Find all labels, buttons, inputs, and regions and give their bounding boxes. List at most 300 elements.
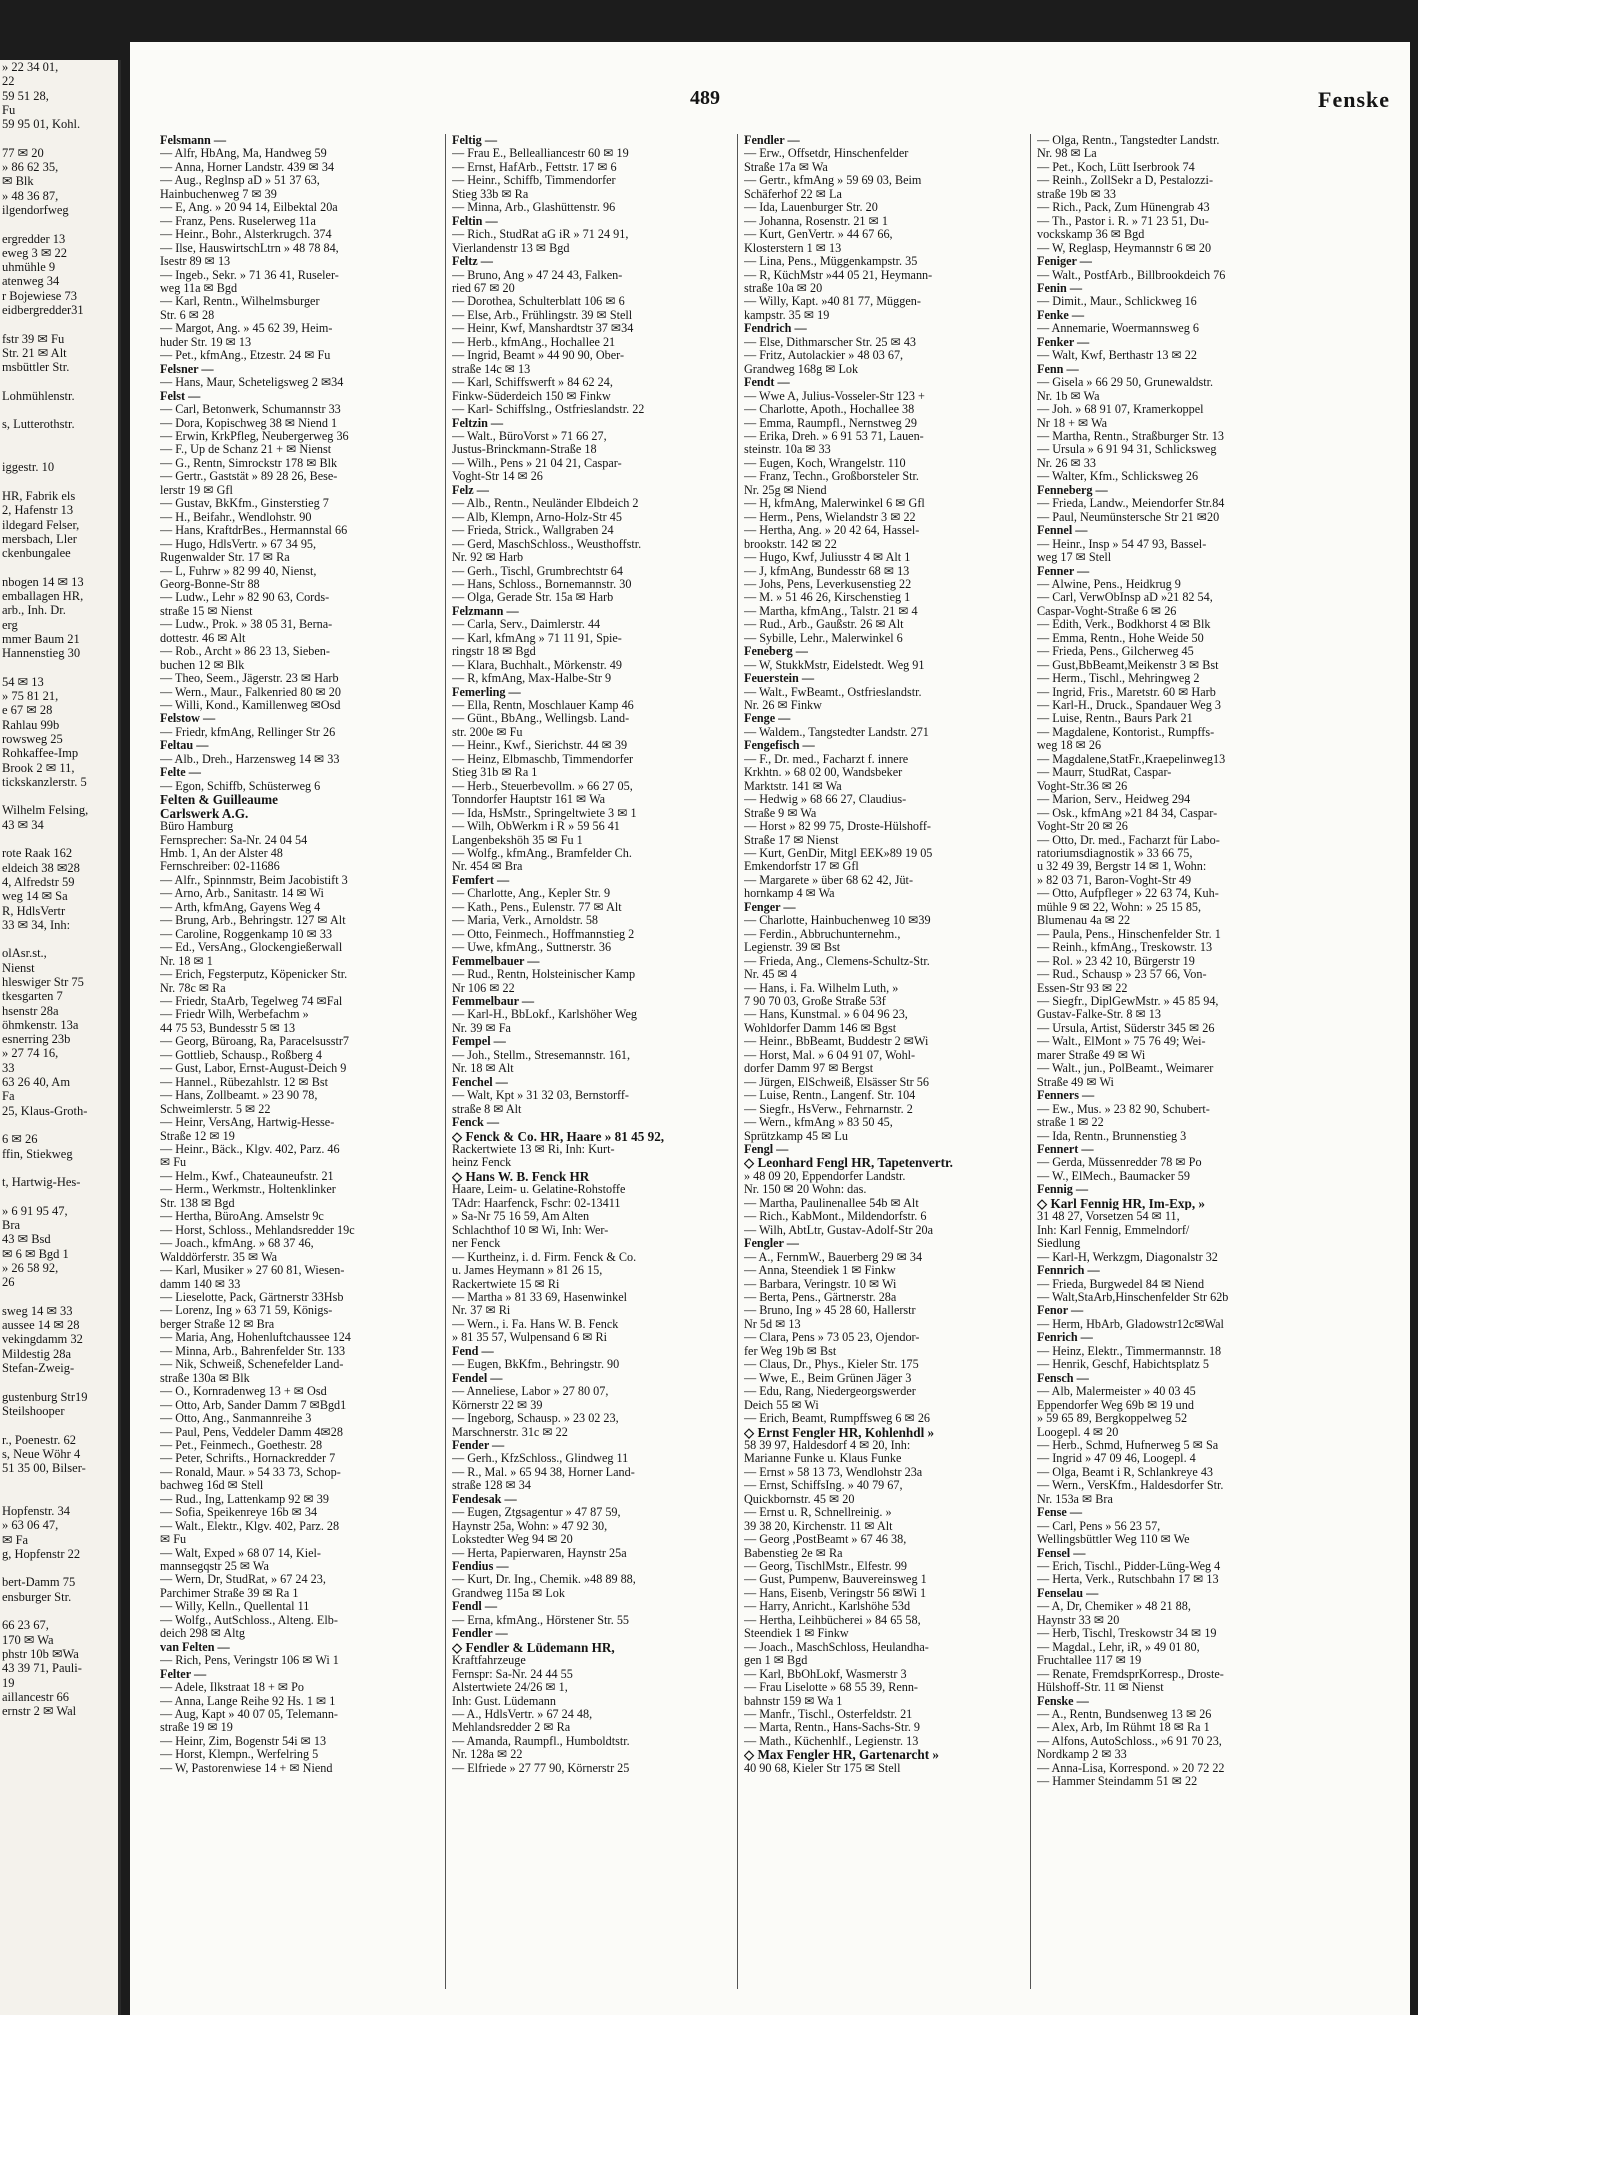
directory-entry-line: — Horst, Schloss., Mehlandsredder 19c	[160, 1223, 355, 1237]
directory-entry-line: — R, kfmAng, Max-Halbe-Str 9	[452, 672, 612, 686]
directory-entry-line: — E, Ang. » 20 94 14, Eilbektal 20a	[160, 201, 338, 215]
directory-entry-line: — Nik, Schweiß, Schenefelder Land-	[160, 1358, 344, 1372]
directory-entry-line: Fennrich —	[1037, 1264, 1100, 1278]
directory-entry-line: — Ida, HsMstr., Springeltwiete 3 ✉ 1	[452, 806, 637, 820]
directory-entry-line: Nr. 454 ✉ Bra	[452, 860, 523, 874]
left-page-line: » 26 58 92,	[2, 1260, 59, 1275]
directory-entry-line: — Paula, Pens., Hinschenfelder Str. 1	[1037, 927, 1221, 941]
directory-entry-line: — Wolfg., AutSchloss., Alteng. Elb-	[160, 1613, 338, 1627]
left-page-line: Fu	[2, 102, 16, 117]
directory-entry-line: — Walt., jun., PolBeamt., Weimarer	[1037, 1062, 1214, 1076]
left-page-line	[0, 131, 118, 145]
directory-entry-line: — Edith, Verk., Bodkhorst 4 ✉ Blk	[1037, 618, 1211, 632]
directory-entry-line: — Gust, Pumpenw, Bauvereinsweg 1	[744, 1573, 927, 1587]
directory-entry-line: Fenker —	[1037, 335, 1090, 349]
directory-entry-line: ✉ Fu	[160, 1533, 187, 1547]
directory-entry-line: Fensch —	[1037, 1371, 1089, 1385]
directory-entry-line: — Magdalene,StatFr.,Kraepelinweg13	[1037, 752, 1226, 766]
directory-entry-line: weg 17 ✉ Stell	[1037, 551, 1112, 565]
directory-entry-line: ner Fenck	[452, 1237, 501, 1251]
directory-entry-line: — Sybille, Lehr., Malerwinkel 6	[744, 631, 903, 645]
directory-entry-line: — Reinh., ZollSekr a D, Pestalozzi-	[1037, 174, 1214, 188]
directory-entry-line: straße 15 ✉ Nienst	[160, 604, 253, 618]
directory-entry-line: — L, Fuhrw » 82 99 40, Nienst,	[160, 564, 317, 578]
directory-entry-line: ◇ Leonhard Fengl HR, Tapetenvertr.	[744, 1156, 953, 1170]
left-page-line: bert-Damm 75	[2, 1575, 76, 1590]
directory-entry-line: — Ew., Mus. » 23 82 90, Schubert-	[1037, 1102, 1210, 1116]
directory-entry-line: — Margarete » über 68 62 42, Jüt-	[744, 873, 914, 887]
directory-entry-line: Haare, Leim- u. Gelatine-Rohstoffe	[452, 1183, 626, 1197]
directory-entry-line: — Magdalene, Kontorist., Rumpffs-	[1037, 725, 1215, 739]
directory-entry-line: — Hugo, Kwf, Juliusstr 4 ✉ Alt 1	[744, 551, 911, 565]
directory-entry-line: Nr. 39 ✉ Fa	[452, 1021, 511, 1035]
directory-entry-line: » 82 03 71, Baron-Voght-Str 49	[1037, 873, 1192, 887]
directory-entry-line: — Else, Dithmarscher Str. 25 ✉ 43	[744, 335, 917, 349]
left-page-line: 33 ✉ 34, Inh:	[2, 917, 71, 932]
directory-entry-line: — Gust,BbBeamt,Meikenstr 3 ✉ Bst	[1037, 658, 1219, 672]
directory-entry-line: — Rud., Schausp » 23 57 66, Von-	[1037, 968, 1207, 982]
left-page-line: weg 14 ✉ Sa	[2, 889, 68, 904]
directory-entry-line: — Hans, Maur, Scheteligsweg 2 ✉34	[160, 376, 344, 390]
directory-entry-line: Nordkamp 2 ✉ 33	[1037, 1748, 1127, 1762]
directory-entry-line: — Herta, Papierwaren, Haynstr 25a	[452, 1546, 627, 1560]
directory-entry-line: Feneberg —	[744, 645, 808, 659]
directory-entry-line: — Ida, Rentn., Brunnenstieg 3	[1037, 1129, 1187, 1143]
directory-entry-line: — Maria, Verk., Arnoldstr. 58	[452, 914, 599, 928]
directory-entry-line: — Ernst, HafArb., Fettstr. 17 ✉ 6	[452, 160, 617, 174]
directory-entry-line: Justus-Brinckmann-Straße 18	[452, 443, 597, 457]
left-page-line: emballagen HR,	[2, 588, 84, 603]
directory-entry-line: Fengl —	[744, 1142, 789, 1156]
directory-entry-line: Fendler —	[452, 1627, 508, 1641]
left-page-line	[0, 1161, 118, 1175]
directory-entry-line: Fender —	[452, 1438, 505, 1452]
directory-entry-line: — Martha » 81 33 69, Hasenwinkel	[452, 1290, 627, 1304]
directory-entry-line: » 81 35 57, Wulpensand 6 ✉ Ri	[452, 1331, 608, 1345]
directory-entry-line: — Erich, Beamt, Rumpffsweg 6 ✉ 26	[744, 1412, 931, 1426]
directory-entry-line: — Ingrid » 47 09 46, Loogepl. 4	[1037, 1452, 1196, 1466]
directory-entry-line: — Bruno, Ang » 47 24 43, Falken-	[452, 268, 623, 282]
directory-entry-line: Fenrich —	[1037, 1331, 1093, 1345]
directory-entry-line: Fruchtallee 117 ✉ 19	[1037, 1654, 1142, 1668]
directory-entry-line: deich 298 ✉ Altg	[160, 1627, 246, 1641]
left-page-line: ✉ Blk	[2, 174, 34, 189]
directory-entry-line: u. James Heymann » 81 26 15,	[452, 1264, 603, 1278]
directory-entry-line: Nr. 98 ✉ La	[1037, 147, 1097, 161]
directory-entry-line: Wohldorfer Damm 146 ✉ Bgst	[744, 1021, 897, 1035]
directory-entry-line: — Carl, VerwObInsp aD »21 82 54,	[1037, 591, 1213, 605]
directory-entry-line: — Jürgen, ElSchweiß, Elsässer Str 56	[744, 1075, 929, 1089]
directory-entry-line: straße 19b ✉ 33	[1037, 187, 1116, 201]
directory-entry-line: — Willy, Kapt. »40 81 77, Müggen-	[744, 295, 921, 309]
directory-entry-line: — Martha, Paulinenallee 54b ✉ Alt	[744, 1196, 919, 1210]
column-divider	[737, 134, 738, 1989]
directory-entry-line: — Carla, Serv., Daimlerstr. 44	[452, 618, 601, 632]
directory-entry-line: — Hannel., Rübezahlstr. 12 ✉ Bst	[160, 1075, 328, 1089]
directory-entry-line: — Karl, kfmAng » 71 11 91, Spie-	[452, 631, 622, 645]
directory-entry-line: straße 1 ✉ 22	[1037, 1116, 1104, 1130]
left-page-line	[0, 1189, 118, 1203]
directory-entry-line: — Walter, Kfm., Schlicksweg 26	[1037, 470, 1199, 484]
directory-entry-line: — Heinr., BbBeamt, Buddestr 2 ✉Wi	[744, 1035, 929, 1049]
directory-entry-line: — Barbara, Veringstr. 10 ✉ Wi	[744, 1277, 897, 1291]
directory-entry-line: Felstow —	[160, 712, 216, 726]
left-page-line: olAsr.st.,	[2, 946, 47, 961]
directory-entry-line: — Manfr., Tischl., Osterfeldstr. 21	[744, 1708, 913, 1722]
directory-entry-line: — Karl-H., Druck., Spandauer Weg 3	[1037, 699, 1221, 713]
directory-entry-line: straße 130a ✉ Blk	[160, 1371, 250, 1385]
directory-entry-line: — Joh., Stellm., Stresemannstr. 161,	[452, 1048, 631, 1062]
directory-entry-line: — Helm., Kwf., Chateauneufstr. 21	[160, 1169, 334, 1183]
directory-entry-line: Nr. 25g ✉ Niend	[744, 483, 827, 497]
directory-entry-line: Sprützkamp 45 ✉ Lu	[744, 1129, 848, 1143]
directory-entry-line: — Heinr., Bäck., Klgv. 402, Parz. 46	[160, 1142, 340, 1156]
left-page-line: eweg 3 ✉ 22	[2, 245, 67, 260]
directory-entry-line: Hmb. 1, An der Alster 48	[160, 847, 283, 861]
directory-entry-line: — Sofia, Speikenreye 16b ✉ 34	[160, 1506, 318, 1520]
directory-entry-line: Nr. 18 ✉ 1	[160, 954, 213, 968]
directory-entry-line: — Gust, Labor, Ernst-August-Deich 9	[160, 1062, 347, 1076]
directory-entry-line: Fernsprecher: Sa-Nr. 24 04 54	[160, 833, 308, 847]
directory-entry-line: — Ella, Rentn, Moschlauer Kamp 46	[452, 699, 634, 713]
directory-entry-line: — Charlotte, Apoth., Hochallee 38	[744, 403, 915, 417]
directory-entry-line: Walddörferstr. 35 ✉ Wa	[160, 1250, 278, 1264]
left-page-line: Wilhelm Felsing,	[2, 803, 89, 818]
directory-entry-line: — Theo, Seem., Jägerstr. 23 ✉ Harb	[160, 672, 339, 686]
directory-entry-line: — Walt., FwBeamt., Ostfrieslandstr.	[744, 685, 922, 699]
left-page-line: 25, Klaus-Groth-	[2, 1103, 88, 1118]
directory-entry-line: Parchimer Straße 39 ✉ Ra 1	[160, 1586, 299, 1600]
directory-entry-line: kampstr. 35 ✉ 19	[744, 308, 830, 322]
directory-entry-line: — Pet., Feinmech., Goethestr. 28	[160, 1438, 323, 1452]
directory-entry-line: — Franz, Techn., Großborsteler Str.	[744, 470, 919, 484]
left-page-line: » 63 06 47,	[2, 1518, 59, 1533]
left-page-line: R, HdlsVertr	[2, 903, 66, 918]
directory-entry-line: Fendl —	[452, 1600, 498, 1614]
directory-entry-line: fer Weg 19b ✉ Bst	[744, 1344, 837, 1358]
directory-entry-line: Tonndorfer Hauptstr 161 ✉ Wa	[452, 793, 606, 807]
directory-entry-line: Lokstedter Weg 94 ✉ 20	[452, 1533, 573, 1547]
directory-entry-line: — Heinr., Bohr., Alsterkrugch. 374	[160, 228, 332, 242]
left-page-line: Steilshooper	[2, 1403, 65, 1418]
directory-entry-line: — Hans, KraftdrBes., Hermannstal 66	[160, 524, 348, 538]
directory-entry-line: — Günt., BbAng., Wellingsb. Land-	[452, 712, 630, 726]
directory-entry-line: Rackertwiete 13 ✉ Ri, Inh: Kurt-	[452, 1142, 615, 1156]
directory-entry-line: — Olga, Beamt i R, Schlankreye 43	[1037, 1465, 1214, 1479]
directory-entry-line: straße 19 ✉ 19	[160, 1721, 233, 1735]
directory-entry-line: Femfert —	[452, 873, 510, 887]
directory-entry-line: — Minna, Arb., Bahrenfelder Str. 133	[160, 1344, 346, 1358]
directory-entry-line: — Brung, Arb., Behringstr. 127 ✉ Alt	[160, 914, 346, 928]
directory-entry-line: — Aug., Reglnsp aD » 51 37 63,	[160, 174, 320, 188]
directory-entry-line: 7 90 70 03, Große Straße 53f	[744, 995, 886, 1008]
directory-entry-line: — Rud., Rentn, Holsteinischer Kamp	[452, 968, 636, 982]
directory-entry-line: — Martha, kfmAng., Talstr. 21 ✉ 4	[744, 604, 918, 618]
directory-entry-line: — Claus, Dr., Phys., Kieler Str. 175	[744, 1358, 919, 1372]
directory-entry-line: — Johs, Pens, Leverkusenstieg 22	[744, 577, 912, 591]
directory-entry-line: Fendius —	[452, 1560, 509, 1574]
directory-entry-line: Stieg 33b ✉ Ra	[452, 187, 529, 201]
left-page-line: » 75 81 21,	[2, 689, 59, 704]
directory-entry-line: — Charlotte, Ang., Kepler Str. 9	[452, 887, 611, 901]
column-divider	[445, 134, 446, 1989]
left-page-line: » 86 62 35,	[2, 160, 59, 175]
directory-entry-line: — Else, Arb., Frühlingstr. 39 ✉ Stell	[452, 308, 633, 322]
directory-entry-line: Legienstr. 39 ✉ Bst	[744, 941, 841, 955]
directory-entry-line: — Elfriede » 27 77 90, Körnerstr 25	[452, 1761, 630, 1775]
directory-entry-line: — Ingrid, Beamt » 44 90 90, Ober-	[452, 349, 625, 363]
left-page-line: uhmühle 9	[2, 260, 56, 275]
left-page-line: eidbergredder31	[2, 303, 84, 318]
directory-entry-line: Str. 6 ✉ 28	[160, 308, 215, 322]
directory-entry-line: — Charlotte, Hainbuchenweg 10 ✉39	[744, 914, 931, 928]
left-page-line	[0, 1418, 118, 1432]
directory-entry-line: — Kurtheinz, i. d. Firm. Fenck & Co.	[452, 1250, 637, 1264]
directory-entry-line: — Gustav, BkKfm., Ginsterstieg 7	[160, 497, 329, 511]
left-page-line	[0, 317, 118, 331]
directory-entry-line: Caspar-Voght-Straße 6 ✉ 26	[1037, 604, 1177, 618]
directory-entry-line: Fenselau —	[1037, 1586, 1099, 1600]
directory-entry-line: — Wern., Maur., Falkenried 80 ✉ 20	[160, 685, 341, 699]
directory-entry-line: heinz Fenck	[452, 1156, 512, 1170]
directory-entry-line: — Maurr, StudRat, Caspar-	[1037, 766, 1172, 780]
directory-entry-line: — Dorothea, Schulterblatt 106 ✉ 6	[452, 295, 625, 309]
directory-entry-line: — Eugen, BkKfm., Behringstr. 90	[452, 1358, 620, 1372]
directory-entry-line: — Frau E., Bellealliancestr 60 ✉ 19	[452, 147, 629, 161]
left-page-line: atenweg 34	[2, 274, 60, 289]
directory-entry-line: — Georg, TischlMstr., Elfestr. 99	[744, 1560, 907, 1574]
directory-entry-line: — Rich., StudRat aG iR » 71 24 91,	[452, 228, 629, 242]
directory-entry-line: — Karl, BbOhLokf, Wasmerstr 3	[744, 1667, 907, 1681]
directory-entry-line: — Rud., Arb., Gaußstr. 26 ✉ Alt	[744, 618, 904, 632]
directory-entry-line: — Walt, Exped » 68 07 14, Kiel-	[160, 1546, 321, 1560]
directory-entry-line: — Erw., Offsetdr, Hinschenfelder	[744, 147, 909, 161]
directory-entry-line: Fenge —	[744, 712, 791, 726]
left-page-line: Rohkaffee-Imp	[2, 746, 79, 761]
directory-entry-line: bahnstr 159 ✉ Wa 1	[744, 1694, 843, 1708]
directory-entry-line: — Hans, Kunstmal. » 6 04 96 23,	[744, 1008, 908, 1022]
directory-entry-line: — Alwine, Pens., Heidkrug 9	[1037, 577, 1181, 591]
directory-entry-line: — Uwe, kfmAng., Suttnerstr. 36	[452, 941, 612, 955]
directory-entry-line: Wellingsbüttler Weg 110 ✉ We	[1037, 1533, 1190, 1547]
directory-entry-line: — Ingrid, Fris., Maretstr. 60 ✉ Harb	[1037, 685, 1216, 699]
directory-entry-line: Steendiek 1 ✉ Finkw	[744, 1627, 849, 1641]
directory-entry-line: — Rich., Pack, Zum Hünengrab 43	[1037, 201, 1210, 215]
directory-entry-line: — M. » 51 46 26, Kirschenstieg 1	[744, 591, 911, 605]
left-page-line: ilgendorfweg	[2, 202, 69, 217]
directory-entry-line: Deich 55 ✉ Wi	[744, 1398, 819, 1412]
directory-entry-line: Nr 18 + ✉ Wa	[1037, 416, 1108, 430]
left-page-line: r Bojewiese 73	[2, 288, 77, 303]
directory-entry-line: Fendler —	[744, 134, 800, 147]
directory-entry-line: Nr. 92 ✉ Harb	[452, 551, 524, 565]
left-page-line: hleswiger Str 75	[2, 975, 84, 989]
directory-entry-line: » Sa-Nr 75 16 59, Am Alten	[452, 1210, 590, 1224]
left-page-line: 33	[2, 1060, 15, 1075]
directory-entry-line: Rugenwalder Str. 17 ✉ Ra	[160, 551, 290, 565]
directory-entry-line: Straße 49 ✉ Wi	[1037, 1075, 1114, 1089]
directory-entry-line: — Siegfr., HsVerw., Fehrnarnstr. 2	[744, 1102, 913, 1116]
directory-entry-line: Fendrich —	[744, 322, 807, 336]
left-page-line: » 22 34 01,	[2, 60, 59, 74]
directory-entry-line: Inh: Karl Fennig, Emmelndorf/	[1037, 1223, 1190, 1237]
directory-entry-line: Fendt —	[744, 376, 790, 390]
directory-entry-line: Fernschreiber: 02-11686	[160, 860, 280, 874]
directory-entry-line: Nr. 18 ✉ Alt	[452, 1062, 514, 1076]
left-page-line: 19	[2, 1675, 15, 1690]
directory-entry-line: — Wwe A, Julius-Vosseler-Str 123 +	[744, 389, 925, 403]
directory-entry-line: — Frieda, Strick., Wallgraben 24	[452, 524, 614, 538]
directory-entry-line: Nr. 26 ✉ 33	[1037, 456, 1096, 470]
left-page-line: fstr 39 ✉ Fu	[2, 331, 65, 346]
directory-entry-line: ratoriumsdiagnostik » 33 66 75,	[1037, 847, 1193, 861]
directory-entry-line: Grandweg 115a ✉ Lok	[452, 1586, 565, 1600]
directory-entry-line: — Horst, Mal. » 6 04 91 07, Wohl-	[744, 1048, 916, 1062]
directory-entry-line: vockskamp 36 ✉ Bgd	[1037, 228, 1145, 242]
directory-entry-line: — Ferdin., Abbruchunternehm.,	[744, 927, 901, 941]
directory-entry-line: Nr. 45 ✉ 4	[744, 968, 797, 982]
directory-entry-line: — Frieda, Ang., Clemens-Schultz-Str.	[744, 954, 930, 968]
left-page-line: Stefan-Zweig-	[2, 1361, 75, 1376]
directory-entry-line: — Karl, Rentn., Wilhelmsburger	[160, 295, 320, 309]
directory-entry-line: Straße 12 ✉ 19	[160, 1129, 235, 1143]
directory-entry-line: — Margot, Ang. » 45 62 39, Heim-	[160, 322, 333, 336]
directory-entry-line: — Wilh., Pens » 21 04 21, Caspar-	[452, 456, 622, 470]
directory-entry-line: — Harry, Anricht., Karlshöhe 53d	[744, 1600, 911, 1614]
left-page-line: 170 ✉ Wa	[2, 1632, 54, 1647]
directory-entry-line: van Felten —	[160, 1640, 230, 1654]
directory-entry-line: — Gisela » 66 29 50, Grunewaldstr.	[1037, 376, 1214, 390]
left-page-line	[0, 1490, 118, 1504]
directory-entry-line: — Alb, Klempn, Arno-Holz-Str 45	[452, 510, 622, 524]
directory-entry-line: — Karl, Schiffswerft » 84 62 24,	[452, 376, 613, 390]
directory-entry-line: — Anna, Lange Reihe 92 Hs. 1 ✉ 1	[160, 1694, 336, 1708]
column-3	[744, 134, 1024, 1775]
directory-entry-line: Straße 17 ✉ Nienst	[744, 833, 839, 847]
left-page-line: 2, Hafenstr 13	[2, 503, 74, 518]
directory-entry-line: — Wern, Dr, StudRat, » 67 24 23,	[160, 1573, 326, 1587]
directory-entry-line: — Marta, Rentn., Hans-Sachs-Str. 9	[744, 1721, 921, 1735]
directory-entry-line: — Walt., Elektr., Klgv. 402, Parz. 28	[160, 1519, 340, 1533]
left-page-line	[0, 1604, 118, 1618]
directory-entry-line: — Emma, Rentn., Hohe Weide 50	[1037, 631, 1204, 645]
directory-entry-line: — Walt,StaArb,Hinschenfelder Str 62b	[1037, 1290, 1229, 1304]
directory-entry-line: — Ernst » 58 13 73, Wendlohstr 23a	[744, 1465, 923, 1479]
directory-entry-line: — Ingeb., Sekr. » 71 36 41, Ruseler-	[160, 268, 339, 282]
directory-entry-line: Blumenau 4a ✉ 22	[1037, 914, 1131, 928]
directory-entry-line: Eppendorfer Weg 69b ✉ 19 und	[1037, 1398, 1194, 1412]
directory-entry-line: Fendel —	[452, 1371, 503, 1385]
directory-entry-line: — Ilse, HauswirtschLtrn » 48 78 84,	[160, 241, 339, 255]
directory-entry-line: — Joach., kfmAng. » 68 37 46,	[160, 1237, 314, 1251]
directory-entry-line: — Wern., VersKfm., Haldesdorfer Str.	[1037, 1479, 1224, 1493]
directory-entry-line: Marianne Funke u. Klaus Funke	[744, 1452, 902, 1466]
directory-entry-line: Nr. 128a ✉ 22	[452, 1748, 523, 1762]
directory-entry-line: — Erich, Fegsterputz, Köpenicker Str.	[160, 968, 348, 982]
directory-entry-line: 58 39 97, Haldesdorf 4 ✉ 20, Inh:	[744, 1438, 911, 1452]
directory-entry-line: Straße 9 ✉ Wa	[744, 806, 817, 820]
directory-entry-line: — Friedr Wilh, Werbefachm »	[160, 1008, 309, 1022]
left-page-line: r., Poenestr. 62	[2, 1432, 76, 1447]
left-page-line: erg	[2, 617, 18, 632]
directory-entry-line: ◇ Ernst Fengler HR, Kohlenhdl »	[744, 1425, 935, 1439]
directory-entry-line: — Amanda, Raumpfl., Humboldtstr.	[452, 1734, 630, 1748]
directory-entry-line: Stieg 31b ✉ Ra 1	[452, 766, 538, 780]
directory-entry-line: — Ronald, Maur. » 54 33 73, Schop-	[160, 1465, 341, 1479]
directory-entry-line: Emkendorfstr 17 ✉ Gfl	[744, 860, 859, 874]
left-page-line: eldeich 38 ✉28	[2, 860, 80, 875]
directory-entry-line: — Ludw., Lehr » 82 90 63, Cords-	[160, 591, 330, 605]
directory-entry-line: — Berta, Pens., Gärtnerstr. 28a	[744, 1290, 897, 1304]
directory-entry-line: — Otto, Ang., Sanmannreihe 3	[160, 1412, 312, 1426]
directory-entry-line: — Otto, Aufpfleger » 22 63 74, Kuh-	[1037, 887, 1219, 901]
directory-entry-line: Marschnerstr. 31c ✉ 22	[452, 1425, 568, 1439]
directory-entry-line: — Ursula » 6 91 94 31, Schlicksweg	[1037, 443, 1217, 457]
directory-entry-line: straße 128 ✉ 34	[452, 1479, 531, 1493]
directory-entry-line: 39 38 20, Kirchenstr. 11 ✉ Alt	[744, 1519, 893, 1533]
left-page-line: gustenburg Str19	[2, 1389, 88, 1404]
directory-entry-line: Vierlandenstr 13 ✉ Bgd	[452, 241, 570, 255]
left-page-line: öhmkenstr. 13a	[2, 1017, 79, 1032]
directory-entry-line: weg 18 ✉ 26	[1037, 739, 1102, 753]
directory-entry-line: — Heinz, Elbmaschb, Timmendorfer	[452, 752, 634, 766]
directory-entry-line: — Eugen, Koch, Wrangelstr. 110	[744, 456, 906, 470]
directory-entry-line: — H, kfmAng, Malerwinkel 6 ✉ Gfl	[744, 497, 925, 511]
directory-entry-line: — Karl-H, Werkzgm, Diagonalstr 32	[1037, 1250, 1218, 1264]
directory-entry-line: — Horst, Klempn., Werfelring 5	[160, 1748, 319, 1762]
directory-entry-line: — Lina, Pens., Müggenkampstr. 35	[744, 255, 918, 269]
directory-entry-line: Fenner —	[1037, 564, 1090, 578]
directory-entry-line: Feuerstein —	[744, 672, 815, 686]
directory-entry-line: — Carl, Pens » 56 23 57,	[1037, 1519, 1161, 1533]
directory-entry-line: — H., Beifahr., Wendlohstr. 90	[160, 510, 312, 524]
directory-entry-line: — Lorenz, Ing » 63 71 59, Königs-	[160, 1304, 333, 1318]
directory-entry-line: Fenck —	[452, 1116, 500, 1130]
directory-entry-line: — Olga, Gerade Str. 15a ✉ Harb	[452, 591, 614, 605]
directory-entry-line: — Heinr., Kwf., Sierichstr. 44 ✉ 39	[452, 739, 628, 753]
column-1	[160, 134, 440, 1775]
directory-entry-line: — Hedwig » 68 66 27, Claudius-	[744, 793, 907, 807]
directory-entry-line: Nr 5d ✉ 13	[744, 1317, 801, 1331]
directory-entry-line: — Heinr., Schiffb, Timmendorfer	[452, 174, 616, 188]
directory-entry-line: — Siegfr., DiplGewMstr. » 45 85 94,	[1037, 995, 1219, 1008]
directory-entry-line: Isestr 89 ✉ 13	[160, 255, 231, 269]
directory-entry-line: — J, kfmAng, Bundesstr 68 ✉ 13	[744, 564, 910, 578]
directory-entry-line: — Ludw., Prok. » 38 05 31, Berna-	[160, 618, 333, 632]
directory-entry-line: — Marion, Serv., Heidweg 294	[1037, 793, 1191, 807]
directory-entry-line: — Hans, Zollbeamt. » 23 90 78,	[160, 1089, 318, 1103]
directory-entry-line: — Alfr., Spinnmstr, Beim Jacobistift 3	[160, 873, 348, 887]
directory-entry-line: buchen 12 ✉ Blk	[160, 658, 245, 672]
directory-entry-line: Felst —	[160, 389, 201, 403]
directory-entry-line: — R., Mal. » 65 94 38, Horner Land-	[452, 1465, 635, 1479]
directory-entry-line: — Wilh, ObWerkm i R » 59 56 41	[452, 820, 620, 834]
directory-entry-line: Körnerstr 22 ✉ 39	[452, 1398, 543, 1412]
directory-entry-line: Quickbornstr. 45 ✉ 20	[744, 1492, 855, 1506]
directory-entry-line: — Renate, FremdsprKorresp., Droste-	[1037, 1667, 1224, 1681]
left-page-line	[0, 432, 118, 446]
running-head: Fenske	[1318, 87, 1390, 112]
directory-entry-line: — Kurt, Dr. Ing., Chemik. »48 89 88,	[452, 1573, 636, 1587]
left-page-line: 63 26 40, Am	[2, 1075, 71, 1090]
directory-entry-line: Nr. 37 ✉ Ri	[452, 1304, 511, 1318]
directory-entry-line: Felz —	[452, 483, 489, 497]
directory-entry-line: — Bruno, Ing » 45 28 60, Hallerstr	[744, 1304, 916, 1318]
directory-entry-line: — Paul, Pens, Veddeler Damm 4✉28	[160, 1425, 343, 1439]
left-page-line: s, Neue Wöhr 4	[2, 1446, 81, 1461]
directory-entry-line: 44 75 53, Bundesstr 5 ✉ 13	[160, 1021, 296, 1035]
directory-entry-line: Fenneberg —	[1037, 483, 1108, 497]
